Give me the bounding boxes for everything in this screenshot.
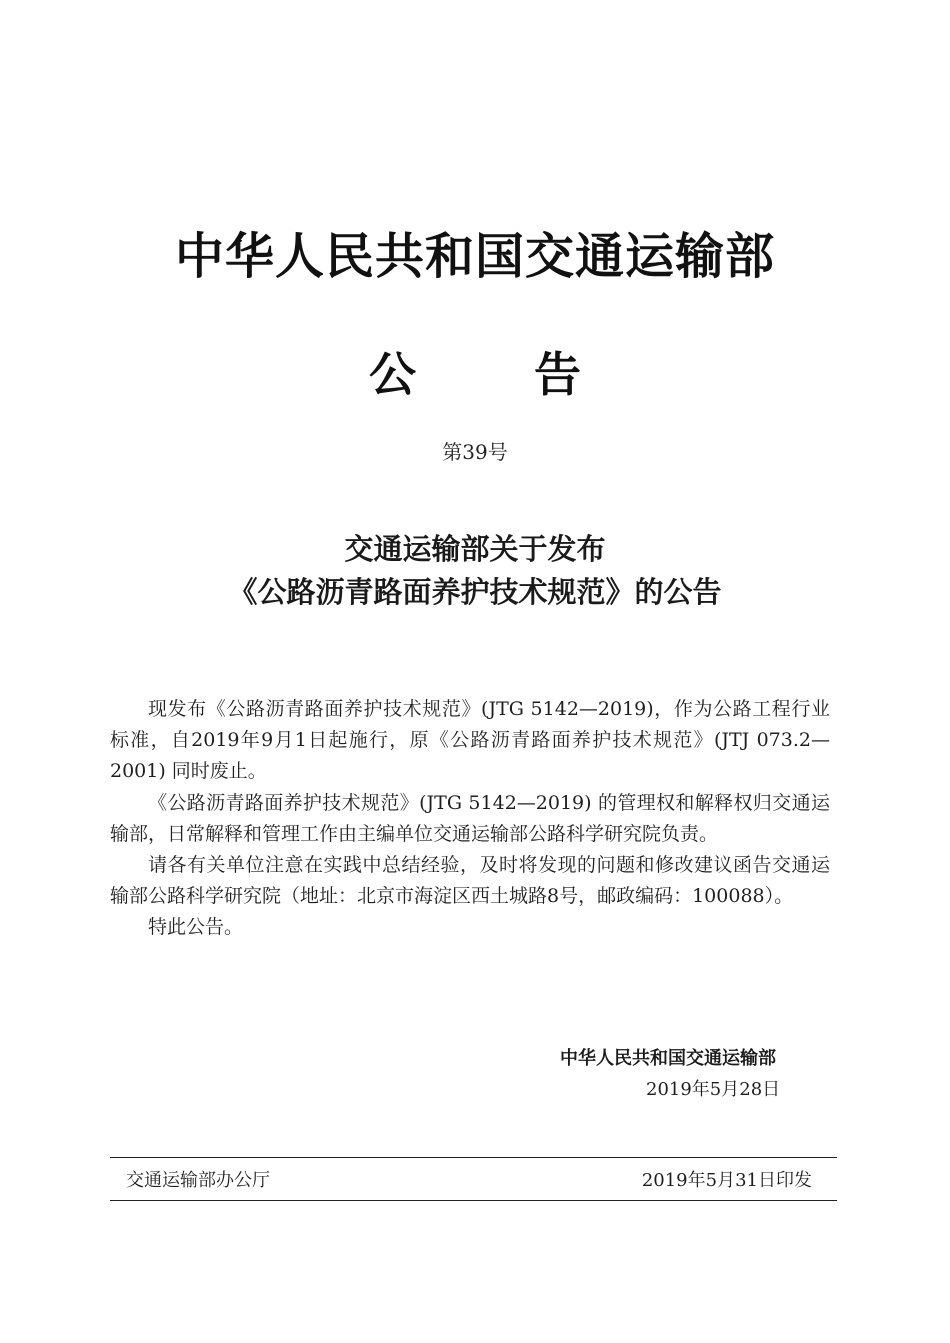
notice-body (110, 694, 830, 944)
footer-print-date: 2019年5月31日印发 (641, 1170, 812, 1191)
body-paragraph: 《公路沥青路面养护技术规范》(JTG 5142—2019) 的管理权和解释权归交通运输部，日常解释和管理工作由主编单位交通运输部公路科学研究院负责。 (110, 791, 830, 845)
notice-heading-char-1: 公 (369, 348, 416, 403)
notice-number: 第39号 (442, 440, 508, 464)
notice-title-line-1: 交通运输部关于发布 (344, 532, 606, 566)
footer-bottom-rule (110, 1200, 837, 1201)
signature-date: 2019年5月28日 (646, 1079, 781, 1100)
notice-heading (0, 338, 950, 405)
body-paragraph: 特此公告。 (148, 916, 244, 939)
body-paragraph: 现发布《公路沥青路面养护技术规范》(JTG 5142—2019)，作为公路工程行业标准，自2019年9月1日起施行，原《公路沥青路面养护技术规范》(JTJ 073.2—2001) 同时废止。 (110, 698, 830, 783)
body-paragraph: 请各有关单位注意在实践中总结经验，及时将发现的问题和修改建议函告交通运输部公路科学研究院（地址：北京市海淀区西土城路8号，邮政编码：100088）。 (110, 854, 830, 908)
notice-heading-char-2: 告 (534, 348, 581, 403)
footer-office: 交通运输部办公厅 (126, 1170, 270, 1191)
footer-top-rule (110, 1157, 837, 1158)
notice-title-line-2: 《公路沥青路面养护技术规范》的公告 (228, 575, 722, 609)
issuer-name: 中华人民共和国交通运输部 (174, 228, 775, 285)
signature-organization: 中华人民共和国交通运输部 (560, 1048, 776, 1069)
